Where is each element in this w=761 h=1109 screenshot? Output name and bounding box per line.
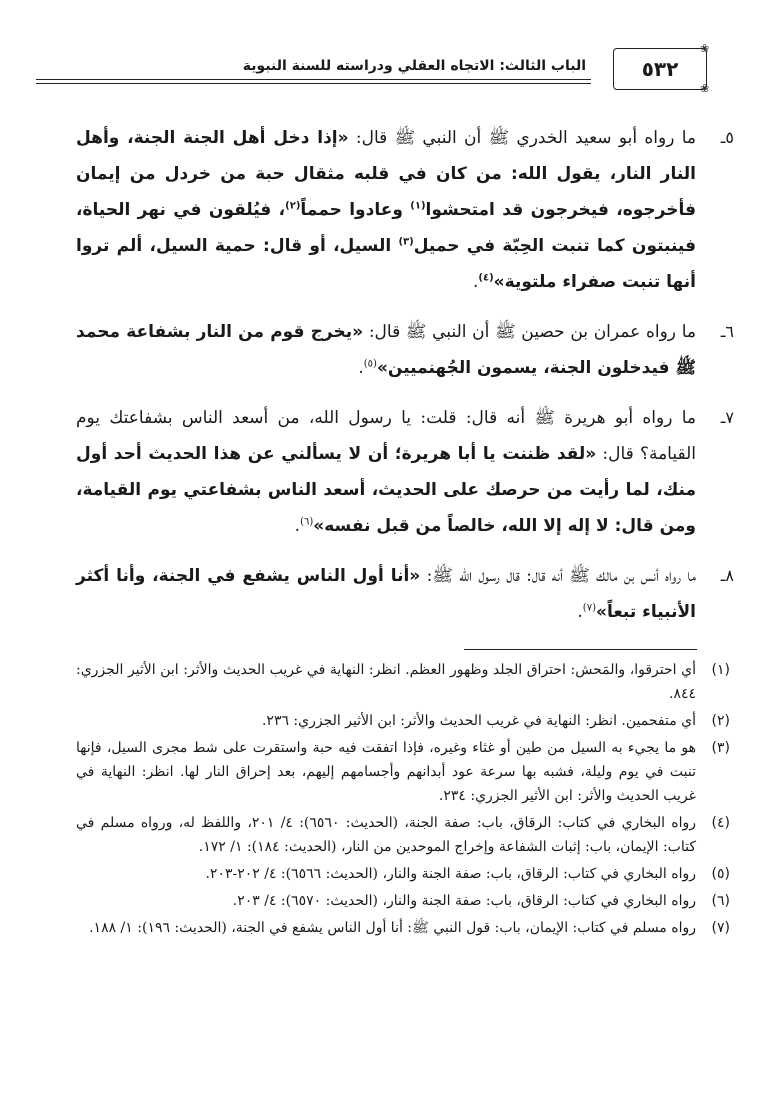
header-rule (36, 79, 591, 80)
page-header (36, 42, 710, 95)
footnote-text: رواه البخاري في كتاب: الرقاق، باب: صفة الجنة والنار، (الحديث: ٦٥٦٦): ٤/ ٢٠٢-٢٠٣. (205, 866, 696, 882)
footnote-number: (٧) (711, 920, 730, 936)
footnote (76, 862, 730, 886)
footnote-number: (١) (711, 662, 730, 678)
chapter-title: الباب الثالث: الاتجاه العقلي ودراسته للسنة النبوية (242, 58, 586, 74)
hadith-item-7: ٧ـ ما رواه أبو هريرة ﷺ أنه قال: قلت: يا رسول الله، من أسعد الناس بشفاعتك يوم القيامة؟ قال: «لقد ظننت يا أبا هريرة؛ أن لا يسألني عن هذا الحديث أحد أول منك، لما رأيت من حرصك على الحديث، أسعد الناس بشفاعتي يوم القيامة، ومن قال: لا إله إلا الله، خالصاً من قبل نفسه»$^{(٦)}$. (76, 400, 696, 544)
item-number: ٦ـ (720, 322, 734, 341)
hadith-item-8: ٨ـ ما رواه أنس بن مالك ﷺ أنه قال: قال رسول الله ﷺ: «أنا أول الناس يشفع في الجنة، وأنا أكثر الأنبياء تبعاً»$^{(٧)}$. (76, 558, 696, 630)
hadith-text: «إذا دخل أهل الجنة الجنة، وأهل النار النار، يقول الله: من كان في قلبه مثقال حبة من خردل من إيمان فأخرجوه، فيخرجون قد امتحشوا$^{(١)}$ وعادوا حمماً$^{(٢)}$، فيُلقون في نهر الحياة، فينبتون كما تنبت الحِبّة في حميل$^{(٣)}$ السيل، أو قال: حمية السيل، ألم تروا أنها تنبت صفراء ملتوية»$^{(٤)}$ (76, 128, 696, 292)
footnote-text: رواه مسلم في كتاب: الإيمان، باب: قول النبي ﷺ: أنا أول الناس يشفع في الجنة، (الحديث: ١٩٦): ١/ ١٨٨. (89, 920, 696, 936)
footnote (76, 736, 730, 808)
footnote-ref: (١) (410, 200, 426, 212)
footnote-ref: (٣) (398, 236, 414, 248)
footnote-divider (464, 649, 697, 650)
footnote-number: (٣) (711, 740, 730, 756)
page-number: ٥٣٢ (613, 48, 707, 90)
item-intro: ما رواه أبو هريرة ﷺ أنه قال: قلت: يا رسول الله، من أسعد الناس بشفاعتك يوم القيامة؟ قال: (76, 408, 696, 464)
hadith-text: «يخرج قوم من النار بشفاعة محمد ﷺ فيدخلون الجنة، يسمون الجُهنميين» (76, 322, 696, 378)
footnote (76, 658, 730, 706)
footnote-text: أي متفحمين. انظر: النهاية في غريب الحديث والأثر: ابن الأثير الجزري: ٢٣٦. (261, 713, 696, 729)
footnote-ref: (٥) (363, 358, 377, 370)
ornament-icon: ❀ (700, 82, 710, 95)
hadith-item-5: ٥ـ ما رواه أبو سعيد الخدري ﷺ أن النبي ﷺ قال: «إذا دخل أهل الجنة الجنة، وأهل النار النار، يقول الله: من كان في قلبه مثقال حبة من خردل من إيمان فأخرجوه، فيخرجون قد امتحشوا$^{(١)}$ وعادوا حمماً$^{(٢)}$، فيُلقون في نهر الحياة، فينبتون كما تنبت الحِبّة في حميل$^{(٣)}$ السيل، أو قال: حمية السيل، ألم تروا أنها تنبت صفراء ملتوية»$^{(٤)}$. (76, 120, 696, 300)
footnote-number: (٢) (711, 713, 730, 729)
footnotes (76, 658, 730, 943)
footnote-text: أي احترقوا، والمَحش: احتراق الجلد وظهور العظم. انظر: النهاية في غريب الحديث والأثر: ابن الأثير الجزري: ٨٤٤. (76, 662, 696, 702)
footnote-ref: (٢) (285, 200, 301, 212)
item-number: ٨ـ (720, 566, 734, 585)
footnote-text: رواه البخاري في كتاب: الرقاق، باب: صفة الجنة، (الحديث: ٦٥٦٠): ٤/ ٢٠١، واللفظ له، ورواه مسلم في كتاب: الإيمان، باب: إثبات الشفاعة وإخراج الموحدين من النار، (الحديث: ١٨٤): ١/ ١٧٢. (76, 815, 696, 855)
main-text (76, 120, 734, 644)
footnote (76, 916, 730, 940)
footnote-number: (٦) (711, 893, 730, 909)
header-rule-thin (36, 83, 591, 84)
footnote-ref: (٧) (582, 602, 596, 614)
footnote-number: (٥) (711, 866, 730, 882)
footnote (76, 889, 730, 913)
footnote (76, 811, 730, 859)
footnote-ref: (٤) (478, 272, 494, 284)
footnote-number: (٤) (711, 815, 730, 831)
item-intro: ما رواه أبو سعيد الخدري ﷺ أن النبي ﷺ قال: (348, 128, 696, 148)
footnote-ref: (٦) (300, 516, 314, 528)
hadith-text: «لقد ظننت يا أبا هريرة؛ أن لا يسألني عن هذا الحديث أحد أول منك، لما رأيت من حرصك على الحديث، أسعد الناس بشفاعتي يوم القيامة، ومن قال: لا إله إلا الله، خالصاً من قبل نفسه» (76, 444, 696, 536)
hadith-item-6: ٦ـ ما رواه عمران بن حصين ﷺ أن النبي ﷺ قال: «يخرج قوم من النار بشفاعة محمد ﷺ فيدخلون الجنة، يسمون الجُهنميين»$^{(٥)}$. (76, 314, 696, 386)
footnote-text: رواه البخاري في كتاب: الرقاق، باب: صفة الجنة والنار، (الحديث: ٦٥٧٠): ٤/ ٢٠٣. (232, 893, 696, 909)
footnote-text: هو ما يجيء به السيل من طين أو غثاء وغيره، فإذا اتفقت فيه حبة واستقرت على شط مجرى السيل، فإنها تنبت في يوم وليلة، فشبه بها سرعة عود أبدانهم وأجسامهم إليهم، بعد إحراق النار لها. انظر: النهاية في غريب الحديث والأثر: ابن الأثير الجزري: ٢٣٤. (76, 740, 696, 804)
item-number: ٥ـ (720, 128, 734, 147)
item-intro: ما رواه عمران بن حصين ﷺ أن النبي ﷺ قال: (363, 322, 696, 342)
item-intro: ما رواه أنس بن مالك ﷺ أنه قال: قال رسول الله ﷺ: (420, 566, 697, 586)
ornament-icon: ❀ (700, 42, 710, 55)
footnote (76, 709, 730, 733)
item-number: ٧ـ (720, 408, 734, 427)
hadith-text: «أنا أول الناس يشفع في الجنة، وأنا أكثر الأنبياء تبعاً» (76, 566, 696, 622)
